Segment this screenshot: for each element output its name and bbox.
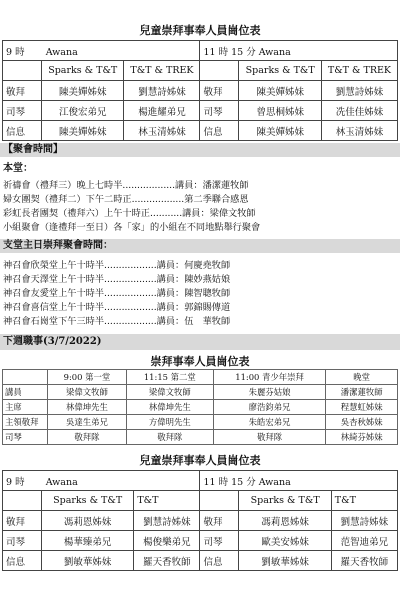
name-cell: 劉慧詩姊妹: [331, 511, 397, 531]
top-left-header: [3, 41, 200, 61]
name-cell: 林綺芬姊妹: [326, 430, 398, 445]
blank-cell: [3, 491, 42, 511]
table-row: [3, 531, 398, 551]
name-cell: 程慧虹姊妹: [326, 400, 398, 415]
name-cell: 冼佳佳姊妹: [321, 101, 397, 121]
table-row: [3, 101, 398, 121]
main-hall-label: 本堂：: [3, 163, 33, 174]
table-row: [3, 430, 398, 445]
role-cell: 信息: [200, 551, 239, 571]
name-cell: 林偉坤先生: [126, 400, 213, 415]
role-cell: 司琴: [3, 101, 42, 121]
col-sparks: Sparks & T&T: [42, 61, 124, 81]
name-cell: 楊進耀弟兄: [124, 101, 200, 121]
name-cell: 劉敏華姊妹: [239, 551, 331, 571]
role-cell: 主席: [3, 400, 48, 415]
top-left-time: 9 時: [6, 46, 25, 58]
role-cell: 主領敬拜: [3, 415, 48, 430]
name-cell: 吳達生弟兄: [48, 415, 127, 430]
table-row: [3, 121, 398, 141]
table-row: [3, 81, 398, 101]
table-row: [3, 511, 398, 531]
col-sparks: Sparks & T&T: [239, 491, 331, 511]
top-right-header: 11 時 15 分 Awana: [200, 41, 398, 61]
blank-cell: [200, 61, 239, 81]
name-cell: 敬拜隊: [213, 430, 326, 445]
name-cell: 吳杏秋姊妹: [326, 415, 398, 430]
name-cell: 朱皓宏弟兄: [213, 415, 326, 430]
top-left-name: Awana: [45, 46, 78, 58]
name-cell: 羅天香牧師: [134, 551, 200, 571]
bottom-roster-title: 兒童崇拜事奉人員崗位表: [139, 454, 261, 467]
name-cell: 陳美嬋姊妹: [42, 81, 124, 101]
branch-line: 神召會友愛堂上午十時半..................講員：陳智聰牧師: [3, 288, 231, 299]
name-cell: 曾思桐姊妹: [239, 101, 321, 121]
name-cell: 馮莉恩姊妹: [42, 511, 134, 531]
role-cell: 司琴: [3, 430, 48, 445]
blank-cell: [3, 370, 48, 385]
name-cell: 朱麗芬姑娘: [213, 385, 326, 400]
name-cell: 潘潔蓮牧師: [326, 385, 398, 400]
name-cell: 歐美安姊妹: [239, 531, 331, 551]
next-week-header: 下週職事(3/7/2022): [0, 334, 400, 350]
role-cell: 司琴: [3, 531, 42, 551]
bottom-left-name: Awana: [45, 476, 78, 488]
name-cell: 梁偉文牧師: [48, 385, 127, 400]
bottom-left-time: 9 時: [6, 476, 25, 488]
branch-line: 神召會天澤堂上午十時半..................講員：陳妙燕姑娘: [3, 274, 231, 285]
table-row: [3, 415, 398, 430]
name-cell: 楊華臻弟兄: [42, 531, 134, 551]
name-cell: 林玉清姊妹: [321, 121, 397, 141]
name-cell: 敬拜隊: [126, 430, 213, 445]
service-roster-table: [2, 369, 398, 445]
role-cell: 司琴: [200, 531, 239, 551]
name-cell: 陳美嬋姊妹: [239, 121, 321, 141]
table-row: [3, 551, 398, 571]
role-cell: 敬拜: [3, 81, 42, 101]
branch-line: 神召會欣榮堂上午十時半..................講員：何慶堯牧師: [3, 260, 231, 271]
bottom-roster-table: [2, 470, 398, 571]
name-cell: 林玉清姊妹: [124, 121, 200, 141]
col-trek: T&T & TREK: [321, 61, 397, 81]
role-cell: 信息: [3, 551, 42, 571]
name-cell: 劉慧詩姊妹: [124, 81, 200, 101]
name-cell: 劉慧詩姊妹: [134, 511, 200, 531]
bottom-right-header: 11 時 15 分 Awana: [200, 471, 398, 491]
col-tt: T&T: [331, 491, 397, 511]
col-trek: T&T & TREK: [124, 61, 200, 81]
top-roster-table: [2, 40, 398, 141]
name-cell: 敬拜隊: [48, 430, 127, 445]
role-cell: 信息: [200, 121, 239, 141]
gathering-line: 祈禱會（禮拜三）晚上七時半..................講員：潘潔蓮牧師: [3, 180, 249, 191]
name-cell: 劉慧詩姊妹: [321, 81, 397, 101]
top-roster-title: 兒童崇拜事奉人員崗位表: [139, 24, 261, 37]
name-cell: 方偉明先生: [126, 415, 213, 430]
bottom-left-header: [3, 471, 200, 491]
name-cell: 陳美嬋姊妹: [239, 81, 321, 101]
next-week-title: 崇拜事奉人員崗位表: [150, 355, 250, 368]
name-cell: 范智迪弟兄: [331, 531, 397, 551]
col-header: 晚堂: [326, 370, 398, 385]
col-header: 11:15 第二堂: [126, 370, 213, 385]
role-cell: 講員: [3, 385, 48, 400]
col-tt: T&T: [134, 491, 200, 511]
role-cell: 敬拜: [200, 511, 239, 531]
blank-cell: [200, 491, 239, 511]
role-cell: 司琴: [200, 101, 239, 121]
name-cell: 梁偉文牧師: [126, 385, 213, 400]
name-cell: 楊俊樂弟兄: [134, 531, 200, 551]
gathering-header: 【聚會時間】: [0, 143, 400, 157]
gathering-line: 小組聚會（逢禮拜一至日）各「家」的小組在不同地點舉行聚會: [3, 222, 261, 233]
col-header: 11:00 青少年崇拜: [213, 370, 326, 385]
table-row: [3, 385, 398, 400]
role-cell: 敬拜: [3, 511, 42, 531]
col-sparks: Sparks & T&T: [42, 491, 134, 511]
gathering-line: 婦女團契（禮拜二）下午二時正..................第二季聯合感恩: [3, 194, 249, 205]
branch-line: 神召會石崗堂下午三時半..................講員：伍 華牧師: [3, 316, 231, 327]
name-cell: 陳美嬋姊妹: [42, 121, 124, 141]
role-cell: 信息: [3, 121, 42, 141]
name-cell: 劉敏華姊妹: [42, 551, 134, 571]
name-cell: 廖浩鈞弟兄: [213, 400, 326, 415]
name-cell: 林偉坤先生: [48, 400, 127, 415]
name-cell: 羅天香牧師: [331, 551, 397, 571]
branch-title: 支堂主日崇拜聚會時間：: [0, 239, 400, 253]
gathering-line: 彩虹長者團契（禮拜六）上午十時正...........講員：梁偉文牧師: [3, 208, 256, 219]
table-row: [3, 400, 398, 415]
branch-line: 神召會喜信堂上午十時半..................講員：郭錦賜傳道: [3, 302, 231, 313]
col-sparks: Sparks & T&T: [239, 61, 321, 81]
name-cell: 江俊宏弟兄: [42, 101, 124, 121]
role-cell: 敬拜: [200, 81, 239, 101]
col-header: 9:00 第一堂: [48, 370, 127, 385]
name-cell: 馮莉恩姊妹: [239, 511, 331, 531]
blank-cell: [3, 61, 42, 81]
